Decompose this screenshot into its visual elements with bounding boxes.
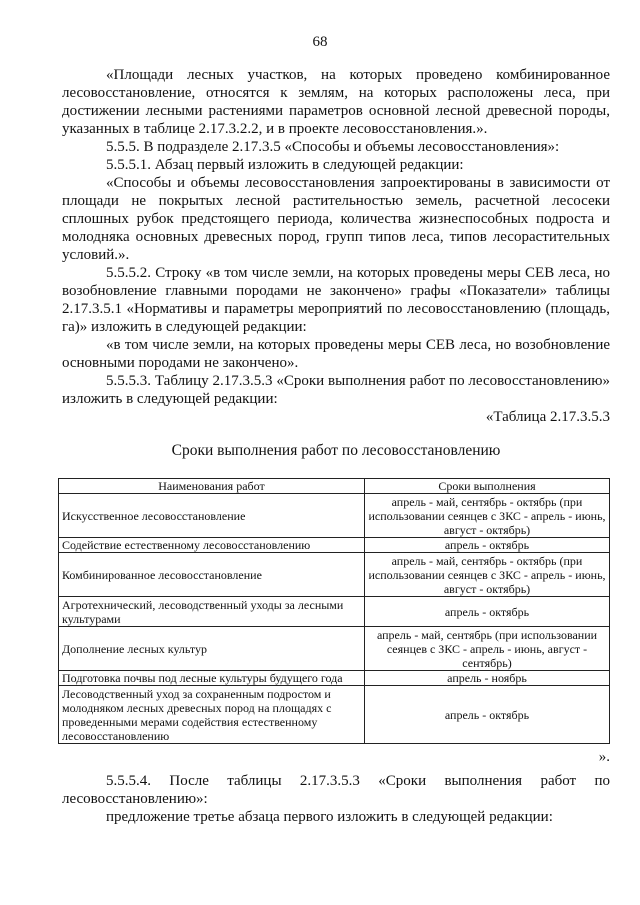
table-row: [59, 671, 610, 686]
table-label: «Таблица 2.17.3.5.3: [485, 409, 610, 425]
table-row: [59, 627, 610, 671]
work-name-cell: Агротехнический, лесоводственный уходы за лесными культурами: [59, 597, 365, 627]
table-row: [59, 553, 610, 597]
column-header: Сроки выполнения: [365, 479, 610, 494]
work-name-cell: Содействие естественному лесовосстановлению: [59, 538, 365, 553]
term-cell: апрель - октябрь: [365, 686, 610, 744]
table-close-quote: ».: [598, 749, 610, 765]
term-cell: апрель - ноябрь: [365, 671, 610, 686]
paragraph: 5.5.5.2. Строку «в том числе земли, на которых проведены меры СЕВ леса, но возобновление главными породами не закончено» графы «Показатели» таблицы 2.17.3.5.1 «Нормативы и параметры мероприятий по лесовосстановлению (площадь, га)» изложить в следующей редакции:: [62, 265, 610, 335]
term-cell: апрель - октябрь: [365, 538, 610, 553]
work-name-cell: Лесоводственный уход за сохраненным подростом и молодняком лесных древесных пород на площадях с проведенными мерами содействия естественному лесовосстановлению: [59, 686, 365, 744]
works-schedule-table: [58, 478, 610, 744]
table-row: [59, 538, 610, 553]
document-body: [62, 66, 610, 826]
page-number: 68: [312, 34, 328, 50]
paragraph: 5.5.5.1. Абзац первый изложить в следующей редакции:: [106, 157, 464, 173]
work-name-cell: Искусственное лесовосстановление: [59, 494, 365, 538]
paragraph: «Площади лесных участков, на которых проведено комбинированное лесовосстановление, относятся к землям, на которых расположены леса, при достижении лесными растениями параметров основной лесной древесной породы, указанных в таблице 2.17.3.2.2, и в проекте лесовосстановления.».: [62, 67, 610, 137]
column-header: Наименования работ: [59, 479, 365, 494]
work-name-cell: Подготовка почвы под лесные культуры будущего года: [59, 671, 365, 686]
table-row: [59, 686, 610, 744]
table-title: Сроки выполнения работ по лесовосстановлению: [171, 442, 501, 459]
table-row: [59, 494, 610, 538]
paragraph: 5.5.5.3. Таблицу 2.17.3.5.3 «Сроки выполнения работ по лесовосстановлению» изложить в следующей редакции:: [62, 373, 610, 407]
term-cell: апрель - май, сентябрь - октябрь (при использовании сеянцев с ЗКС - апрель - июнь, август - октябрь): [365, 553, 610, 597]
work-name-cell: Дополнение лесных культур: [59, 627, 365, 671]
paragraph: 5.5.5. В подразделе 2.17.3.5 «Способы и объемы лесовосстановления»:: [106, 139, 560, 155]
table-header-row: [59, 479, 610, 494]
paragraph: 5.5.5.4. После таблицы 2.17.3.5.3 «Сроки выполнения работ по лесовосстановлению»:: [62, 773, 610, 807]
paragraph: предложение третье абзаца первого изложить в следующей редакции:: [106, 809, 553, 825]
term-cell: апрель - октябрь: [365, 597, 610, 627]
term-cell: апрель - май, сентябрь - октябрь (при использовании сеянцев с ЗКС - апрель - июнь, август - октябрь): [365, 494, 610, 538]
paragraph: «в том числе земли, на которых проведены меры СЕВ леса, но возобновление основными породами не закончено».: [62, 337, 610, 371]
paragraph: «Способы и объемы лесовосстановления запроектированы в зависимости от площади не покрытых лесной растительностью земель, расчетной лесосеки сплошных рубок предстоящего периода, количества жизнеспособных подроста и молодняка основных древесных пород, групп типов леса, типов лесорастительных условий.».: [62, 175, 610, 263]
work-name-cell: Комбинированное лесовосстановление: [59, 553, 365, 597]
table-row: [59, 597, 610, 627]
term-cell: апрель - май, сентябрь (при использовании сеянцев с ЗКС - апрель - июнь, август - сентябрь): [365, 627, 610, 671]
